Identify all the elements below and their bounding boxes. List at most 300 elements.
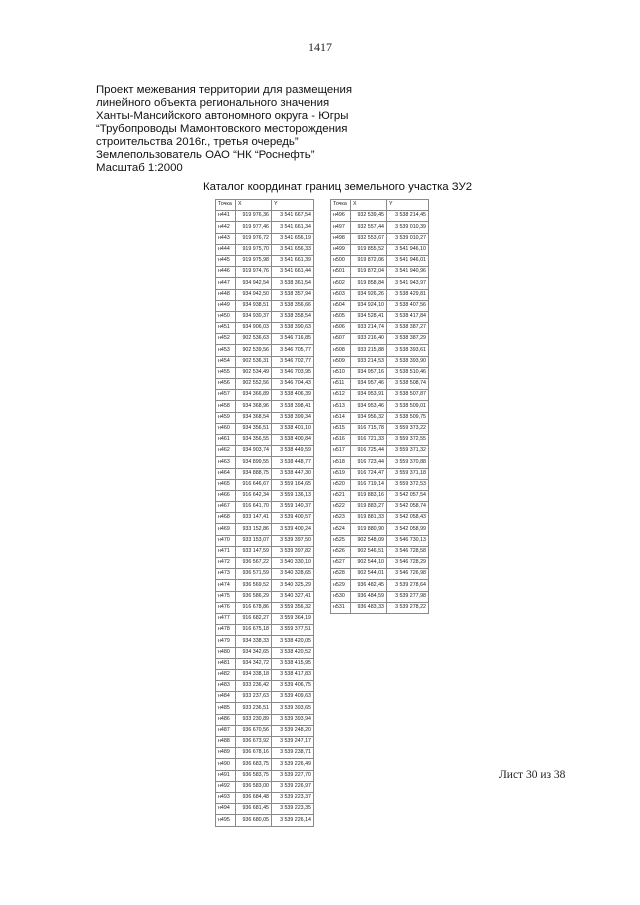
point-cell: н447 [216,278,236,289]
table-row [216,267,314,278]
coordinates-table-left [215,199,314,827]
point-cell: н490 [216,759,236,770]
x-cell: 902 539,56 [236,345,272,356]
y-cell: 3 538 415,95 [272,658,314,669]
x-cell: 934 342,65 [236,647,272,658]
table-row [216,345,314,356]
point-cell: н473 [216,569,236,580]
y-cell: 3 539 397,50 [272,535,314,546]
point-cell: н486 [216,714,236,725]
table-row [331,546,429,557]
header-line: Масштаб 1:2000 [96,162,183,174]
x-cell: 936 681,45 [236,804,272,815]
table-row [331,535,429,546]
point-cell: н477 [216,613,236,624]
y-cell: 3 559 372,53 [387,479,429,490]
x-cell: 919 976,36 [236,211,272,222]
table-row [216,457,314,468]
y-cell: 3 538 393,61 [387,345,429,356]
table-row [331,502,429,513]
table-row [331,334,429,345]
x-cell: 933 216,40 [351,334,387,345]
x-cell: 933 230,89 [236,714,272,725]
table-row [331,289,429,300]
table-header-row [331,200,429,211]
y-cell: 3 539 010,27 [387,233,429,244]
table-row [331,569,429,580]
table-row [331,401,429,412]
table-row [216,513,314,524]
point-cell: н478 [216,625,236,636]
point-cell: н441 [216,211,236,222]
x-cell: 919 975,70 [236,244,272,255]
table-row [216,591,314,602]
point-cell: н480 [216,647,236,658]
y-cell: 3 540 327,41 [272,591,314,602]
y-cell: 3 541 656,19 [272,233,314,244]
y-cell: 3 541 943,97 [387,278,429,289]
point-cell: н520 [331,479,351,490]
point-cell: н530 [331,591,351,602]
table-body [331,211,429,614]
point-cell: н522 [331,502,351,513]
x-cell: 933 236,51 [236,703,272,714]
point-cell: н521 [331,490,351,501]
y-cell: 3 539 278,22 [387,602,429,613]
x-cell: 919 883,16 [351,490,387,501]
x-cell: 916 675,18 [236,625,272,636]
y-cell: 3 541 661,34 [272,222,314,233]
x-cell: 902 548,09 [351,535,387,546]
column-header-x: X [236,200,272,211]
y-cell: 3 539 277,98 [387,591,429,602]
header-line: Ханты-Мансийского автономного округа - Югры [96,110,349,122]
x-cell: 919 855,52 [351,244,387,255]
table-row [331,367,429,378]
x-cell: 933 147,59 [236,546,272,557]
x-cell: 919 975,98 [236,255,272,266]
y-cell: 3 539 227,70 [272,770,314,781]
y-cell: 3 538 429,81 [387,289,429,300]
y-cell: 3 539 223,35 [272,804,314,815]
table-row [331,423,429,434]
table-row [216,703,314,714]
x-cell: 936 484,59 [351,591,387,602]
sheet-counter: Лист 30 из 38 [499,769,566,781]
point-cell: н456 [216,379,236,390]
table-row [216,390,314,401]
x-cell: 919 977,46 [236,222,272,233]
x-cell: 902 544,01 [351,569,387,580]
x-cell: 919 881,33 [351,513,387,524]
point-cell: н469 [216,524,236,535]
x-cell: 934 338,18 [236,669,272,680]
table-row [216,815,314,826]
table-row [331,602,429,613]
table-row [216,725,314,736]
point-cell: н476 [216,602,236,613]
point-cell: н472 [216,558,236,569]
y-cell: 3 559 136,13 [272,490,314,501]
table-row [216,535,314,546]
y-cell: 3 539 400,57 [272,513,314,524]
point-cell: н459 [216,412,236,423]
point-cell: н531 [331,602,351,613]
table-row [216,255,314,266]
point-cell: н508 [331,345,351,356]
point-cell: н465 [216,479,236,490]
x-cell: 916 642,34 [236,490,272,501]
x-cell: 934 957,16 [351,367,387,378]
table-row [216,524,314,535]
point-cell: н488 [216,737,236,748]
table-row [331,468,429,479]
y-cell: 3 541 940,96 [387,267,429,278]
x-cell: 919 872,06 [351,255,387,266]
x-cell: 916 678,86 [236,602,272,613]
y-cell: 3 542 057,54 [387,490,429,501]
table-row [216,446,314,457]
point-cell: н460 [216,423,236,434]
table-row [331,524,429,535]
table-header-row [216,200,314,211]
point-cell: н458 [216,401,236,412]
y-cell: 3 539 238,71 [272,748,314,759]
table-row [216,681,314,692]
x-cell: 936 673,92 [236,737,272,748]
x-cell: 934 366,89 [236,390,272,401]
x-cell: 902 546,51 [351,546,387,557]
y-cell: 3 559 371,18 [387,468,429,479]
x-cell: 936 680,05 [236,815,272,826]
table-row [216,602,314,613]
x-cell: 934 956,32 [351,412,387,423]
table-row [216,490,314,501]
y-cell: 3 538 417,84 [387,311,429,322]
y-cell: 3 539 223,37 [272,792,314,803]
header-line: Проект межевания территории для размещения [96,84,352,96]
point-cell: н496 [331,211,351,222]
point-cell: н482 [216,669,236,680]
point-cell: н444 [216,244,236,255]
y-cell: 3 541 661,39 [272,255,314,266]
y-cell: 3 546 728,29 [387,558,429,569]
x-cell: 933 147,41 [236,513,272,524]
point-cell: н497 [331,222,351,233]
y-cell: 3 541 667,54 [272,211,314,222]
x-cell: 916 641,70 [236,502,272,513]
document-header [96,84,426,175]
point-cell: н485 [216,703,236,714]
point-cell: н512 [331,390,351,401]
x-cell: 919 872,04 [351,267,387,278]
point-cell: н489 [216,748,236,759]
point-cell: н529 [331,580,351,591]
x-cell: 916 682,27 [236,613,272,624]
point-cell: н454 [216,356,236,367]
x-cell: 934 528,41 [351,311,387,322]
y-cell: 3 538 420,52 [272,647,314,658]
point-cell: н483 [216,681,236,692]
table-row [216,658,314,669]
table-row [331,211,429,222]
y-cell: 3 559 373,22 [387,423,429,434]
table-row [216,502,314,513]
point-cell: н526 [331,546,351,557]
point-cell: н501 [331,267,351,278]
y-cell: 3 538 400,84 [272,434,314,445]
table-row [216,546,314,557]
point-cell: н487 [216,725,236,736]
table-row [216,759,314,770]
y-cell: 3 538 390,63 [272,323,314,334]
point-cell: н446 [216,267,236,278]
point-cell: н443 [216,233,236,244]
x-cell: 934 942,50 [236,289,272,300]
table-row [331,323,429,334]
table-row [216,692,314,703]
y-cell: 3 559 377,51 [272,625,314,636]
x-cell: 934 342,72 [236,658,272,669]
y-cell: 3 538 417,83 [272,669,314,680]
header-line: линейного объекта регионального значения [96,97,330,109]
y-cell: 3 538 401,10 [272,423,314,434]
table-row [216,569,314,580]
x-cell: 934 888,75 [236,468,272,479]
point-cell: н528 [331,569,351,580]
y-cell: 3 542 058,43 [387,513,429,524]
x-cell: 932 539,45 [351,211,387,222]
table-row [216,748,314,759]
point-cell: н450 [216,311,236,322]
y-cell: 3 559 364,19 [272,613,314,624]
table-row [216,434,314,445]
table-row [331,434,429,445]
column-header-y: Y [387,200,429,211]
x-cell: 934 356,55 [236,434,272,445]
y-cell: 3 538 448,77 [272,457,314,468]
table-row [216,311,314,322]
x-cell: 933 214,74 [351,323,387,334]
table-row [331,479,429,490]
table-row [216,211,314,222]
x-cell: 934 926,26 [351,289,387,300]
point-cell: н495 [216,815,236,826]
y-cell: 3 546 705,77 [272,345,314,356]
y-cell: 3 538 449,59 [272,446,314,457]
table-row [331,412,429,423]
x-cell: 916 719,14 [351,479,387,490]
point-cell: н452 [216,334,236,345]
table-row [216,580,314,591]
point-cell: н471 [216,546,236,557]
point-cell: н517 [331,446,351,457]
table-row [331,558,429,569]
point-cell: н494 [216,804,236,815]
point-cell: н513 [331,401,351,412]
x-cell: 916 715,78 [351,423,387,434]
point-cell: н502 [331,278,351,289]
y-cell: 3 538 509,75 [387,412,429,423]
x-cell: 936 483,33 [351,602,387,613]
point-cell: н511 [331,379,351,390]
x-cell: 932 557,44 [351,222,387,233]
x-cell: 933 215,88 [351,345,387,356]
point-cell: н453 [216,345,236,356]
table-row [216,289,314,300]
y-cell: 3 538 214,45 [387,211,429,222]
table-body [216,211,314,826]
y-cell: 3 539 400,24 [272,524,314,535]
point-cell: н455 [216,367,236,378]
y-cell: 3 539 278,64 [387,580,429,591]
x-cell: 934 953,46 [351,401,387,412]
point-cell: н493 [216,792,236,803]
point-cell: н505 [331,311,351,322]
y-cell: 3 559 140,37 [272,502,314,513]
x-cell: 933 214,53 [351,356,387,367]
y-cell: 3 538 508,74 [387,379,429,390]
point-cell: н523 [331,513,351,524]
point-cell: н503 [331,289,351,300]
point-cell: н470 [216,535,236,546]
x-cell: 936 482,45 [351,580,387,591]
y-cell: 3 559 370,88 [387,457,429,468]
y-cell: 3 538 393,90 [387,356,429,367]
table-row [331,356,429,367]
point-cell: н500 [331,255,351,266]
x-cell: 934 903,74 [236,446,272,457]
table-row [216,625,314,636]
table-row [331,244,429,255]
y-cell: 3 559 371,32 [387,446,429,457]
x-cell: 936 670,56 [236,725,272,736]
y-cell: 3 539 226,14 [272,815,314,826]
x-cell: 934 356,51 [236,423,272,434]
table-row [331,513,429,524]
table-row [331,311,429,322]
table-row [331,300,429,311]
y-cell: 3 538 420,05 [272,636,314,647]
x-cell: 916 721,33 [351,434,387,445]
column-header-x: X [351,200,387,211]
x-cell: 919 858,84 [351,278,387,289]
x-cell: 934 368,96 [236,401,272,412]
y-cell: 3 539 010,39 [387,222,429,233]
table-row [216,647,314,658]
x-cell: 936 583,00 [236,781,272,792]
y-cell: 3 538 387,29 [387,334,429,345]
y-cell: 3 546 704,43 [272,379,314,390]
y-cell: 3 538 510,46 [387,367,429,378]
table-row [331,222,429,233]
table-row [331,345,429,356]
table-row [331,255,429,266]
point-cell: н467 [216,502,236,513]
x-cell: 919 976,72 [236,233,272,244]
table-row [331,490,429,501]
x-cell: 902 536,63 [236,334,272,345]
point-cell: н451 [216,323,236,334]
point-cell: н464 [216,468,236,479]
y-cell: 3 539 393,94 [272,714,314,725]
table-row [331,278,429,289]
y-cell: 3 539 248,20 [272,725,314,736]
x-cell: 902 534,49 [236,367,272,378]
x-cell: 936 684,48 [236,792,272,803]
y-cell: 3 538 507,87 [387,390,429,401]
y-cell: 3 541 946,10 [387,244,429,255]
x-cell: 919 883,27 [351,502,387,513]
point-cell: н498 [331,233,351,244]
table-row [331,267,429,278]
point-cell: н506 [331,323,351,334]
column-header-point: Точка [216,200,236,211]
table-row [216,613,314,624]
table-row [216,714,314,725]
x-cell: 934 899,55 [236,457,272,468]
point-cell: н474 [216,580,236,591]
table-row [216,737,314,748]
y-cell: 3 541 946,01 [387,255,429,266]
point-cell: н479 [216,636,236,647]
x-cell: 916 724,47 [351,468,387,479]
x-cell: 934 953,91 [351,390,387,401]
column-header-point: Точка [331,200,351,211]
x-cell: 919 974,76 [236,267,272,278]
column-header-y: Y [272,200,314,211]
x-cell: 916 646,67 [236,479,272,490]
table-row [216,468,314,479]
point-cell: н527 [331,558,351,569]
table-row [216,669,314,680]
table-row [216,233,314,244]
point-cell: н492 [216,781,236,792]
point-cell: н499 [331,244,351,255]
header-line: “Трубопроводы Мамонтовского месторождения [96,123,348,135]
y-cell: 3 538 361,54 [272,278,314,289]
x-cell: 933 236,42 [236,681,272,692]
x-cell: 933 153,07 [236,535,272,546]
table-row [331,233,429,244]
y-cell: 3 546 730,13 [387,535,429,546]
header-line: Землепользователь ОАО “НК “Роснефть” [96,149,315,161]
point-cell: н445 [216,255,236,266]
x-cell: 932 553,67 [351,233,387,244]
point-cell: н510 [331,367,351,378]
y-cell: 3 546 702,77 [272,356,314,367]
table-row [216,401,314,412]
x-cell: 902 536,31 [236,356,272,367]
y-cell: 3 559 356,32 [272,602,314,613]
table-row [216,804,314,815]
table-row [216,367,314,378]
y-cell: 3 539 247,17 [272,737,314,748]
point-cell: н475 [216,591,236,602]
table-row [331,379,429,390]
point-cell: н462 [216,446,236,457]
point-cell: н525 [331,535,351,546]
y-cell: 3 542 058,99 [387,524,429,535]
point-cell: н507 [331,334,351,345]
table-row [331,580,429,591]
y-cell: 3 546 716,85 [272,334,314,345]
x-cell: 934 957,46 [351,379,387,390]
x-cell: 916 725,44 [351,446,387,457]
table-row [216,479,314,490]
coordinates-table-right [330,199,429,614]
catalog-title: Каталог координат границ земельного участка ЗУ2 [203,181,473,193]
